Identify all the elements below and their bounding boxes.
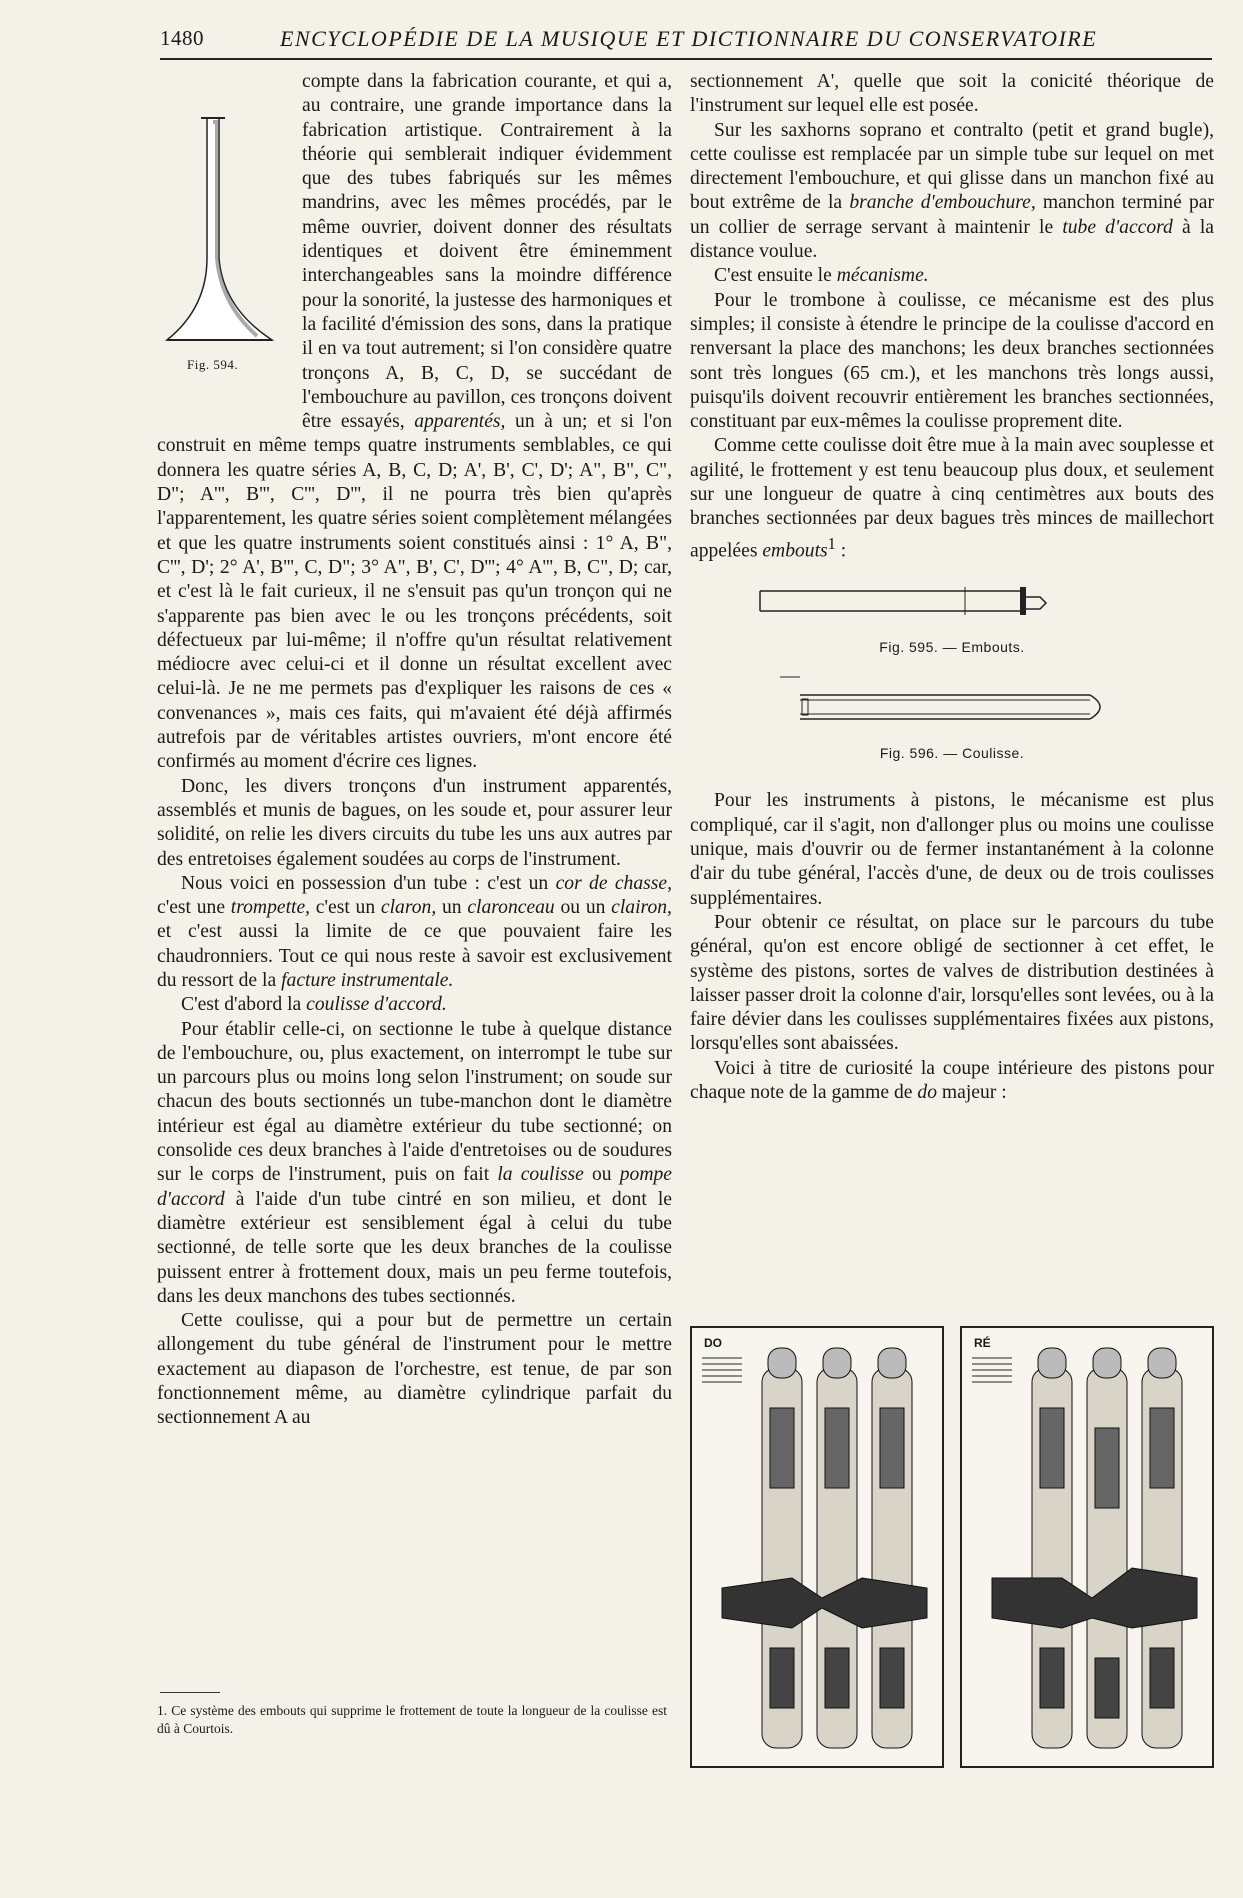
figure-594 (157, 108, 292, 418)
pistons-re-label: RÉ (974, 1336, 991, 1350)
pistons-do-illustration (692, 1328, 942, 1766)
right-paragraph-8: Voici à titre de curiosité la coupe intérieure des pistons pour chaque note de la gamme de do majeur : (690, 1057, 1214, 1104)
page-number: 1480 (160, 26, 204, 50)
figure-594-caption: Fig. 594. (187, 357, 239, 372)
footnote: 1. Ce système des embouts qui supprime le frottement de toute la longueur de la coulisse est dû à Courtois. (157, 1703, 667, 1736)
pistons-re-illustration (962, 1328, 1212, 1766)
left-paragraph-1: Fig. 594. compte dans la fabrication courante, et qui a, au contraire, une grande importance dans la fabrication artistique. Contrairement à la théorie qui semblerait indiquer évidemment que des tubes fabriqués sur les mêmes mandrins, avec les mêmes procédés, par le même ouvrier, doivent donner des résultats identiques et doivent être éminemment interchangeables sans la moindre différence pour la sonorité, la justesse des harmoniques et la facilité d'émission des sons, dans la pratique il en va tout autrement; si l'on considère quatre tronçons A, B, C, D, se succédant de l'embouchure au pavillon, ces tronçons doivent être essayés, apparentés, un à un; et si l'on construit en même temps quatre instruments semblables, ce qui donnera les quatre séries A, B, C, D; A', B', C', D'; A", B", C", D"; A''', B''', C''', D''', il ne pourra très bien qu'après l'apparentement, les quatre séries soient complètement mélangées et que les quatre instruments soient constitués ainsi : 1° A, B", C''', D'; 2° A', B''', C, D"; 3° A", B', C', D'''; 4° A''', B, C", D; car, et c'est là le fait curieux, il ne s'ensuit pas qu'un tronçon qui ne s'apparente pas bien avec le ou les tronçons précédents, soit défectueux par lui-même; il n'offre qu'un résultat relativement médiocre avec celui-ci et il donne un résultat excellent avec celui-là. Je ne me permets pas d'expliquer les raisons de ces « convenances », mais ces faits, qui m'avaient été déjà affirmés autrefois par de véritables artistes ouvriers, m'ont encore été confirmés au moment d'écrire ces lignes. (157, 71, 672, 773)
right-paragraph-2: Sur les saxhorns soprano et contralto (petit et grand bugle), cette coulisse est remplacée par un simple tube sur lequel on met directement l'embouchure, et qui glisse dans un manchon fixé au bout extrême de la branche d'embouchure, manchon terminé par un collier de serrage servant à maintenir le tube d'accord à la distance voulue. (690, 119, 1214, 263)
footnote-rule (160, 1692, 220, 1693)
left-paragraph-3: Nous voici en possession d'un tube : c'est un cor de chasse, c'est une trompette, c'est un claron, un claronceau ou un clairon, et c'est aussi la limite de ce que pouvaient faire les chaudronniers. Tout ce qui nous reste à savoir est exclusivement du ressort de la facture instrumentale. (157, 872, 672, 991)
left-paragraph-4: C'est d'abord la coulisse d'accord. (181, 994, 447, 1016)
left-paragraph-6: Cette coulisse, qui a pour but de permettre un certain allongement du tube général de l'instrument pour le mettre exactement au diapason de l'orchestre, est tenue, de par son fonctionnement même, au diamètre cylindrique parfait du sectionnement A au (157, 1310, 672, 1429)
coulisse-illustration (690, 675, 1214, 733)
left-paragraph-5: Pour établir celle-ci, on sectionne le tube à quelque distance de l'embouchure, ou, plus exactement, on interrompt le tube sur un parcours plus ou moins long selon l'instrument; on soude sur chacun des bouts sectionnés un tube-manchon dont le diamètre intérieur est égal au diamètre extérieur du tube sectionné; on consolide ces deux branches à l'aide d'entretoises ou de soudures sur le corps de l'instrument, puis on fait la coulisse ou pompe d'accord à l'aide d'un tube cintré en son milieu, et dont le diamètre extérieur est sensiblement égal à celui du tube sectionné, de telle sorte que les deux branches de la coulisse puissent entrer à frottement doux, mais un peu ferme toutefois, dans les deux manchons des tubes sectionnés. (157, 1018, 672, 1307)
pistons-re-figure (960, 1326, 1214, 1768)
right-paragraph-1: sectionnement A', quelle que soit la conicité théorique de l'instrument sur lequel elle est posée. (690, 71, 1214, 117)
figure-596-caption: Fig. 596. — Coulisse. (879, 744, 1025, 761)
pistons-do-figure (690, 1326, 944, 1768)
left-paragraph-2: Donc, les divers tronçons d'un instrument apparentés, assemblés et munis de bagues, on les soude et, pour assurer leur solidité, on relie les divers circuits du tube les uns aux autres par des entretoises également soudées au corps de l'instrument. (157, 775, 672, 870)
right-paragraph-7: Pour obtenir ce résultat, on place sur le parcours du tube général, qu'on est encore obligé de sectionner à cet effet, le système des pistons, sortes de valves de distribution destinées à laisser passer droit la colonne d'air, lorsqu'elles sont levées, ou à la faire dévier dans les coulisses supplémentaires fixées aux pistons, lorsqu'elles sont abaissées. (690, 911, 1214, 1055)
right-paragraph-5: Comme cette coulisse doit être mue à la main avec souplesse et agilité, le frottement y est tenu beaucoup plus doux, et seulement sur une longueur de quatre à cinq centimètres aux bouts des branches sectionnées par deux bagues très minces de maillechort appelées embouts$^1$ : (690, 435, 1214, 562)
figure-596 (690, 675, 1214, 765)
figure-595 (690, 577, 1214, 657)
right-paragraph-6: Pour les instruments à pistons, le mécanisme est plus compliqué, car il s'agit, non d'allonger plus ou moins une coulisse unique, mais d'ouvrir ou de fermer instantanément à la colonne d'air du tube général, l'accès d'une, de deux ou de trois coulisses supplémentaires. (690, 790, 1214, 909)
right-paragraph-3: C'est ensuite le mécanisme. (714, 265, 929, 287)
right-paragraph-4: Pour le trombone à coulisse, ce mécanisme est des plus simples; il consiste à étendre le principe de la coulisse d'accord en renversant la place des manchons; les deux branches sectionnées sont très longues (65 cm.), et les manchons très longs aussi, puisqu'ils doivent recouvrir entièrement les branches sectionnées, constituant par eux-mêmes la coulisse proprement dite. (690, 289, 1214, 433)
right-column (690, 70, 1214, 1105)
figure-595-caption: Fig. 595. — Embouts. (879, 638, 1025, 655)
embouts-illustration (690, 577, 1214, 627)
running-title: ENCYCLOPÉDIE DE LA MUSIQUE ET DICTIONNAIRE DU CONSERVATOIRE (280, 26, 1098, 51)
bell-illustration (157, 108, 292, 348)
left-column (157, 70, 672, 1431)
header-rule (160, 58, 1212, 60)
page-header (160, 26, 1212, 54)
pistons-do-label: DO (704, 1336, 722, 1350)
